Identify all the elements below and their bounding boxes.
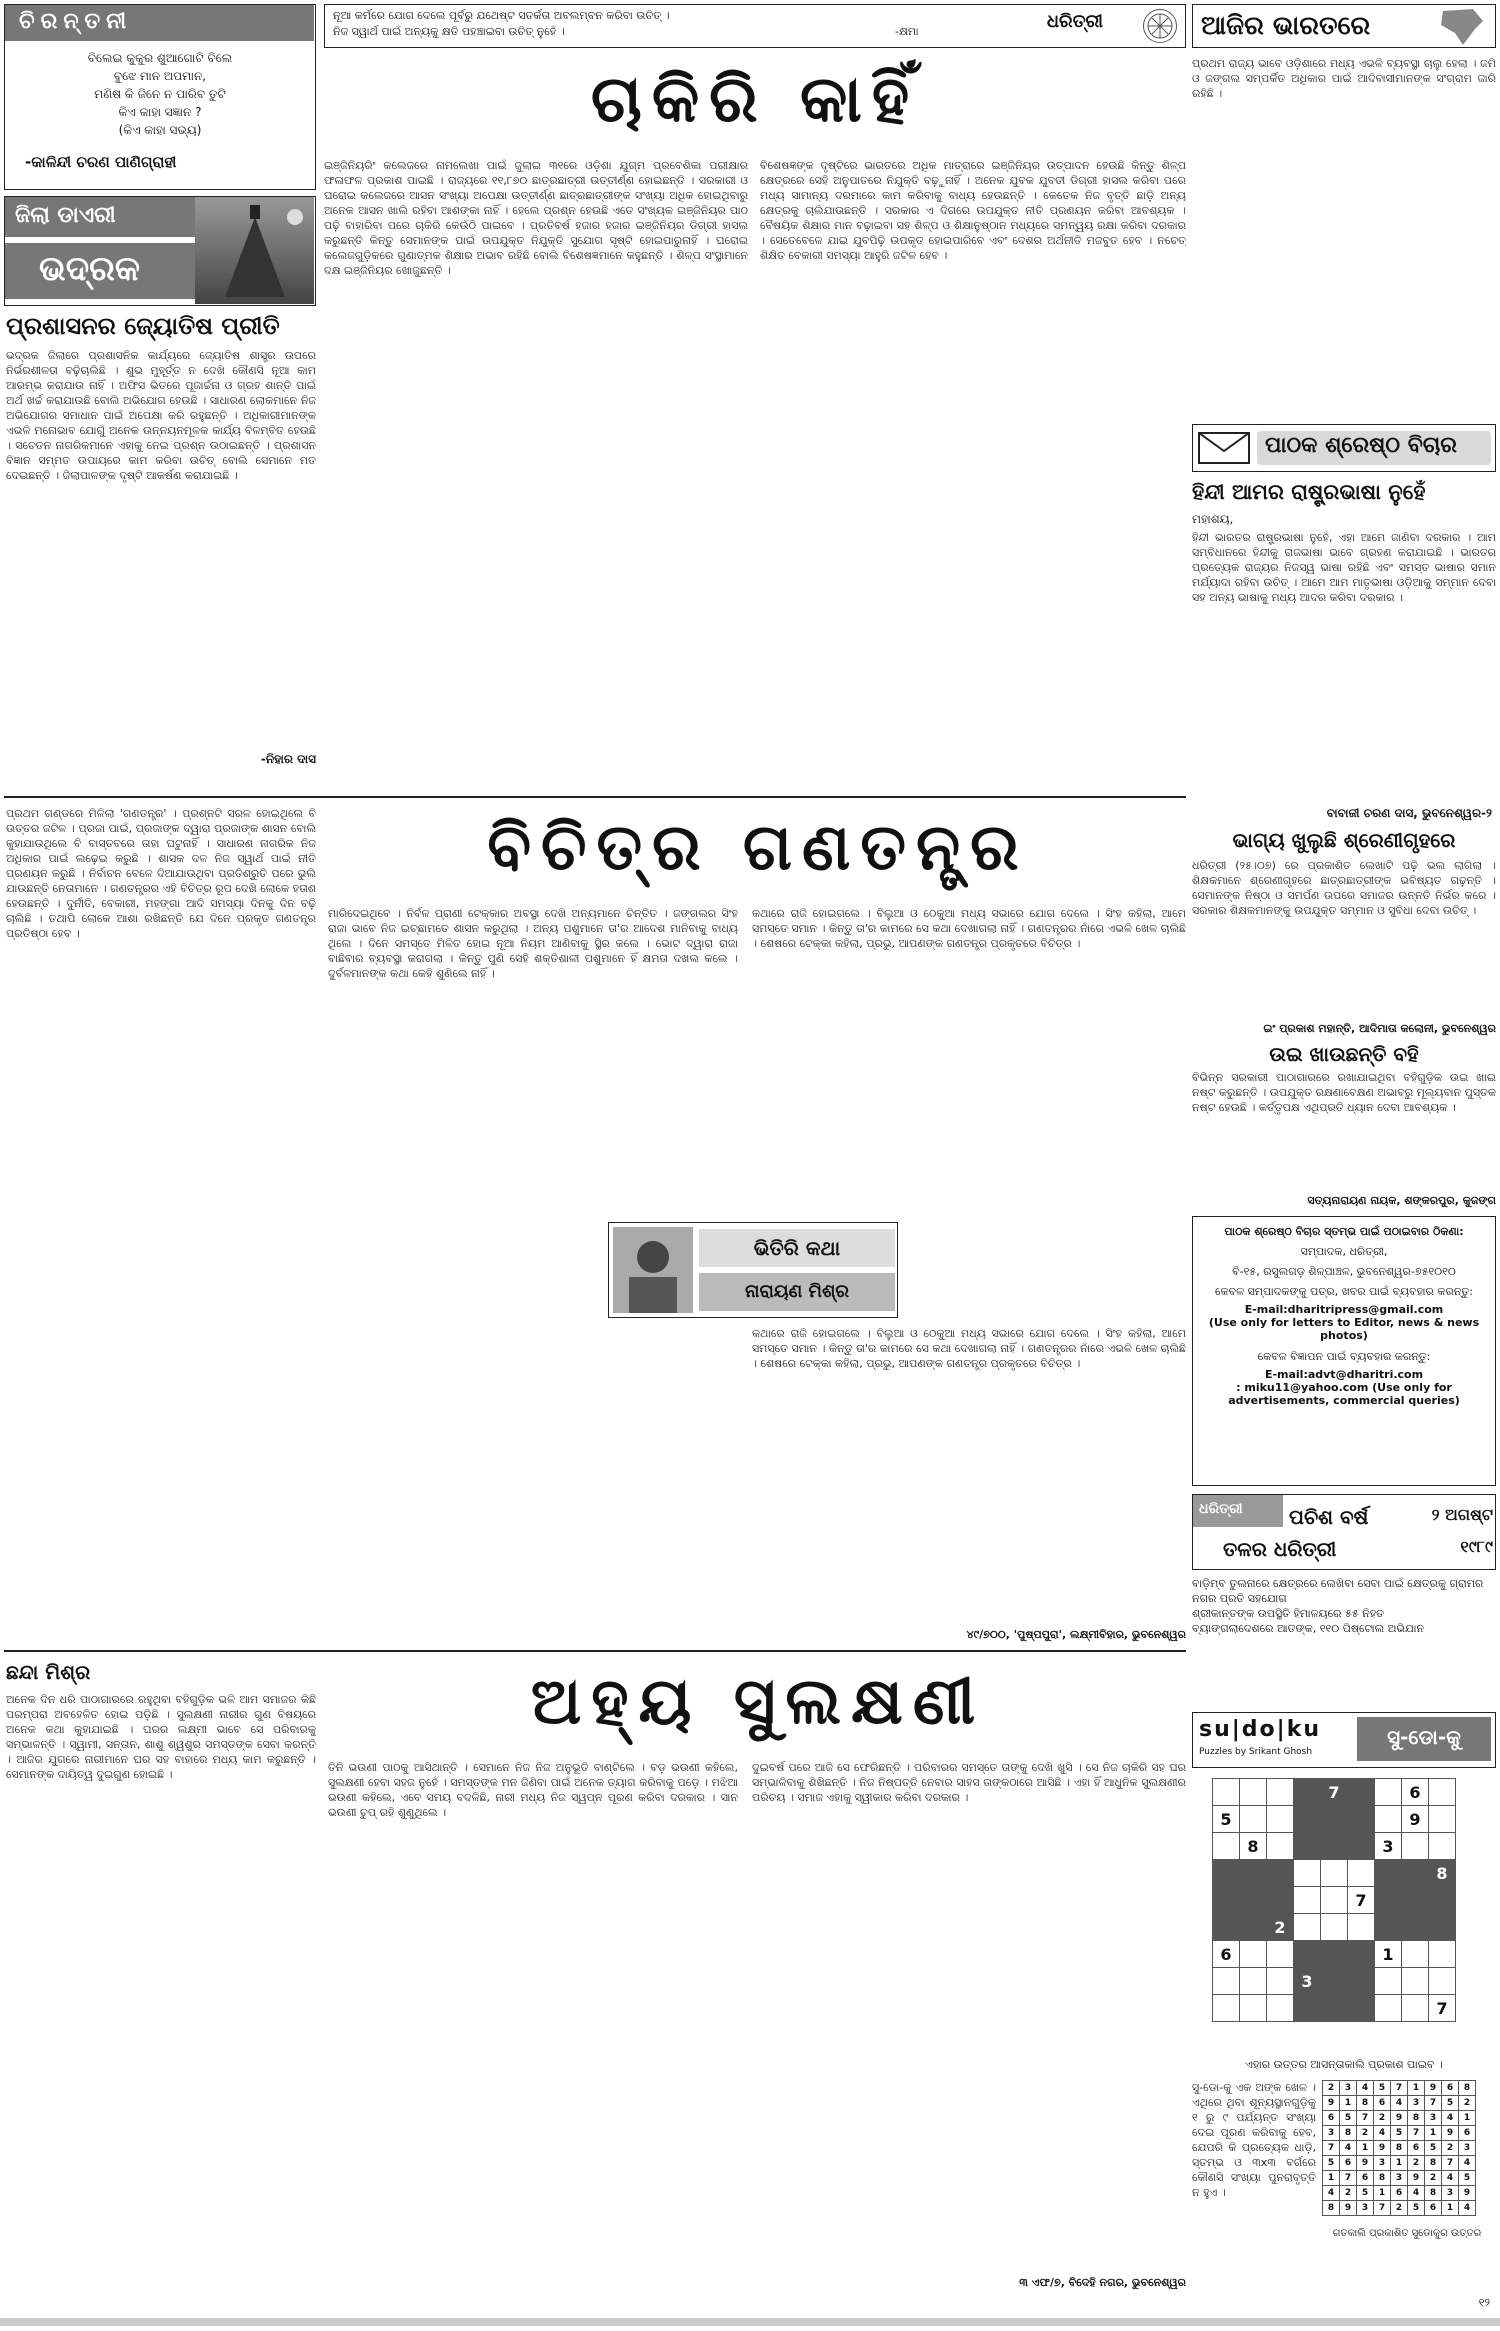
solution-cell: 6 [1425, 2201, 1442, 2216]
solution-cell: 3 [1357, 2201, 1374, 2216]
sudoku-row [1213, 1779, 1456, 1806]
ahya-headline: ଅହ୍ୟ ସୁଲକ୍ଷଣୀ [530, 1665, 986, 1739]
solution-cell: 8 [1391, 2141, 1408, 2156]
sudoku-rules: ସୁ-ଡୋ-କୁ ଏକ ଅଙ୍କ ଖେଳ । ଏଥିରେ ଥିବା ଶୂନ୍ୟସ୍ଥାନଗୁଡ଼ିକୁ ୧ ରୁ ୯ ପର୍ଯ୍ୟନ୍ତ ସଂଖ୍ୟା ଦେଇ ପୂରଣ କରିବାକୁ ହେବ, ଯେପରି କି ପ୍ରତ୍ୟେକ ଧାଡ଼ି, ସ୍ତମ୍ଭ ଓ ୩x୩ ବର୍ଗରେ କୌଣସି ସଂଖ୍ୟା ପୁନରାବୃତ୍ତି ନ ହୁଏ । [1192, 2081, 1316, 2199]
sudoku-cell[interactable] [1402, 1914, 1429, 1941]
sudoku-byline: Puzzles by Srikant Ghosh [1199, 1747, 1313, 1757]
sudoku-cell[interactable] [1240, 1779, 1267, 1806]
advt-email-note[interactable]: : miku11@yahoo.com (Use only for advertisements, commercial queries) [1228, 1381, 1460, 1407]
sudoku-row [1213, 1941, 1456, 1968]
poem-line: (କିଏ କାହା ସଭ୍ୟ) [118, 123, 202, 137]
sudoku-cell[interactable] [1429, 1779, 1456, 1806]
jila-diary-box [4, 196, 316, 306]
solution-row [1323, 2201, 1476, 2216]
solution-cell: 6 [1357, 2171, 1374, 2186]
sudoku-cell[interactable]: 9 [1402, 1806, 1429, 1833]
bichitra-col1: ପ୍ରଥମ ଗଣ୍ଡରେ ମିଳିଲା 'ଗଣତନ୍ତ୍ର' । ପ୍ରଶ୍ନଟି ସରଳ ହୋଇଥିଲେ ବି ଉତ୍ତର ଜଟିଳ । ପ୍ରଜା ପାଇଁ, ପ୍ରଜାଙ୍କ ଦ୍ୱାରା ପ୍ରଜାଙ୍କ ଶାସନ ବୋଲି କୁହାଯାଉଥିଲେ ବି ବାସ୍ତବରେ ତାହା ଘଟୁନାହିଁ । ସାଧାରଣ ନାଗରିକ ନିଜ ଅଧିକାର ପାଇଁ ଲଢ଼େଇ କରୁଛି । ଶାସକ ଦଳ ନିଜ ସ୍ୱାର୍ଥ ପାଇଁ ନୀତି ପ୍ରଣୟନ କରୁଛି । ନିର୍ବାଚନ ବେଳେ ଦିଆଯାଉଥିବା ପ୍ରତିଶ୍ରୁତି ପରେ ଭୁଲି ଯାଉଛନ୍ତି ନେତାମାନେ । ଗଣତନ୍ତ୍ରର ଏହି ବିଚିତ୍ର ରୂପ ଦେଖି ଲୋକେ ହତାଶ ହେଉଛନ୍ତି । ଦୁର୍ନୀତି, ବେକାରୀ, ମହଙ୍ଗା ଆଦି ସମସ୍ୟା ଦିନକୁ ଦିନ ବଢ଼ି ଚାଲିଛି । ତଥାପି ଲୋକେ ଆଶା ରଖିଛନ୍ତି ଯେ ଦିନେ ପ୍ରକୃତ ଗଣତନ୍ତ୍ର ପ୍ରତିଷ୍ଠା ହେବ । [6, 807, 316, 940]
solution-cell: 6 [1459, 2126, 1476, 2141]
sudoku-cell[interactable]: 8 [1240, 1833, 1267, 1860]
sudoku-cell[interactable] [1321, 1914, 1348, 1941]
sudoku-cell[interactable] [1375, 1806, 1402, 1833]
sudoku-cell[interactable] [1294, 1833, 1321, 1860]
bichitra-author: ନାରାୟଣ ମିଶ୍ର [699, 1273, 895, 1311]
sudoku-cell[interactable] [1294, 1887, 1321, 1914]
jila-diary-label: ଜିଲା ଡାଏରୀ [5, 197, 195, 237]
bhitiri-box [608, 1222, 898, 1318]
solution-cell: 8 [1374, 2171, 1391, 2186]
chakra-icon [1144, 10, 1176, 42]
sudoku-row [1213, 1995, 1456, 2022]
top-strip [324, 4, 1186, 48]
solution-cell: 2 [1425, 2171, 1442, 2186]
pachisa-title1: ପଚିଶ ବର୍ଷ [1289, 1505, 1369, 1529]
sudoku-cell[interactable] [1429, 1833, 1456, 1860]
solution-cell: 5 [1391, 2126, 1408, 2141]
solution-cell: 9 [1391, 2111, 1408, 2126]
sudoku-row [1213, 1914, 1456, 1941]
ahya-col3: ଦୁଇବର୍ଷ ପରେ ଆଜି ସେ ଫେରିଛନ୍ତି । ପରିବାରର ସମସ୍ତେ ତାଙ୍କୁ ଦେଖି ଖୁସି । ସେ ନିଜ ଚାକିରି ସହ ଘର ସମ୍ଭାଳିବାକୁ ଶିଖିଛନ୍ତି । ନିଜ ନିଷ୍ପତ୍ତି ନେବାର ସାହସ ତାଙ୍କଠାରେ ଆସିଛି । ଏହା ହିଁ ଆଧୁନିକ ସୁଲକ୍ଷଣୀର ପରିଚୟ । ସମାଜ ଏହାକୁ ସ୍ୱୀକାର କରିବା ଦରକାର । [752, 1761, 1186, 1804]
ahya-signoff: ୩ ଏଫ/୭, ବିଦେହି ନଗର, ଭୁବନେଶ୍ୱର [1019, 2276, 1186, 2289]
sudoku-cell[interactable] [1240, 1968, 1267, 1995]
solution-cell: 4 [1323, 2186, 1340, 2201]
chakiri-headline: ଚାକିରି କାହିଁ [590, 63, 920, 137]
sudoku-caption: ଏହାର ଉତ୍ତର ଆସନ୍ତାକାଲି ପ୍ରକାଶ ପାଇବ । [1245, 2058, 1443, 2071]
sudoku-cell[interactable]: 6 [1402, 1779, 1429, 1806]
solution-cell: 3 [1442, 2186, 1459, 2201]
solution-cell: 5 [1408, 2201, 1425, 2216]
sudoku-cell[interactable]: 2 [1267, 1914, 1294, 1941]
sudoku-cell[interactable]: 8 [1429, 1860, 1456, 1887]
solution-cell: 4 [1459, 2156, 1476, 2171]
solution-caption: ଗତକାଲି ପ୍ରକାଶିତ ସୁଡୋକୁର ଉତ୍ତର [1332, 2228, 1482, 2239]
solution-cell: 6 [1323, 2111, 1340, 2126]
page-number: ୧୨ [1478, 2296, 1490, 2309]
pachisa-logo: ଧରିତ୍ରୀ [1193, 1495, 1283, 1527]
pachisa-box [1192, 1494, 1496, 1570]
sudoku-cell[interactable] [1402, 1968, 1429, 1995]
solution-cell: 3 [1425, 2111, 1442, 2126]
sudoku-row [1213, 1833, 1456, 1860]
pachisa-item: ବ୍ୟାଙ୍ଗଲାଦେଶରେ ଆତଙ୍କ, ୧୧୦ ପିଷ୍ଟୋଲ ଅଭିଯାନ [1192, 1622, 1425, 1635]
sudoku-solution-wrap [1322, 2080, 1492, 2216]
sudoku-cell[interactable]: 7 [1321, 1779, 1348, 1806]
editor-email-note: (Use only for letters to Editor, news & news photos) [1208, 1316, 1480, 1342]
sudoku-cell[interactable]: 5 [1213, 1806, 1240, 1833]
solution-cell: 2 [1357, 2126, 1374, 2141]
sudoku-cell[interactable] [1348, 1779, 1375, 1806]
bichitra-col3-cont: କଥାରେ ରାଜି ହୋଇଗଲେ । ବିଲୁଆ ଓ ଠେକୁଆ ମଧ୍ୟ ସଭାରେ ଯୋଗ ଦେଲେ । ସିଂହ କହିଲା, ଆମେ ସମସ୍ତେ ସମାନ । କିନ୍ତୁ ତା'ର କାମରେ ସେ କଥା ଦେଖାଗଲା ନାହିଁ । ଗଣତନ୍ତ୍ରର ନାଁରେ ଏଭଳି ଖେଳ ଚାଲିଛି । ଶେଷରେ ଟେକ୍କା କହିଲା, ପ୍ରଭୁ, ଆପଣଙ୍କ ଗଣତନ୍ତ୍ର ପ୍ରକୃତରେ ବିଚିତ୍ର । [752, 1327, 1186, 1370]
address-line2: ସମ୍ପାଦକ, ଧରିତ୍ରୀ, [1300, 1245, 1388, 1258]
solution-row [1323, 2111, 1476, 2126]
solution-cell: 4 [1442, 2111, 1459, 2126]
sudoku-cell[interactable] [1213, 1860, 1240, 1887]
sudoku-cell[interactable] [1375, 1995, 1402, 2022]
sudoku-cell[interactable] [1294, 1914, 1321, 1941]
pachisa-date1: ୨ ଅଗଷ୍ଟ [1431, 1505, 1493, 1524]
sudoku-cell[interactable] [1267, 1887, 1294, 1914]
pachisa-list [1192, 1576, 1496, 1636]
editor-email[interactable]: E-mail:dharitripress@gmail.com [1244, 1303, 1444, 1316]
sudoku-cell[interactable] [1213, 1833, 1240, 1860]
solution-cell: 1 [1323, 2171, 1340, 2186]
author-photo [613, 1227, 693, 1313]
sudoku-cell[interactable] [1267, 1833, 1294, 1860]
solution-cell: 9 [1425, 2081, 1442, 2096]
temple-icon [195, 197, 314, 304]
sudoku-row [1213, 1887, 1456, 1914]
sudoku-cell[interactable] [1267, 1806, 1294, 1833]
pachisa-item: ବାଡ଼ିମ୍ବ ତୁଲନାରେ କ୍ଷେତ୍ରରେ ଲେଖିବା ସେବା ପାଇଁ କ୍ଷେତ୍ରକୁ ଗ୍ରାମର ନଗର ପ୍ରତି ସହଯୋଗ [1192, 1577, 1484, 1605]
sudoku-cell[interactable] [1213, 1995, 1240, 2022]
sudoku-header [1192, 1712, 1496, 1768]
strip-line2: ନିଜ ସ୍ୱାର୍ଥ ପାଇଁ ଅନ୍ୟକୁ କ୍ଷତି ପହଞ୍ଚାଇବା ଉଚିତ୍ ନୁହେଁ । [333, 25, 565, 38]
solution-cell: 7 [1425, 2096, 1442, 2111]
solution-cell: 2 [1340, 2186, 1357, 2201]
chakiri-col1: ଇଞ୍ଜିନିୟରିଂ କଲେଜରେ ନାମଲେଖା ପାଇଁ ଜୁଲାଇ ୩୧ରେ ଓଡ଼ିଶା ଯୁଗ୍ମ ପ୍ରବେଶିକା ପରୀକ୍ଷାର ଫଳାଫଳ ପ୍ରକାଶ ପାଇଛି । ରାଜ୍ୟରେ ୧୧,୮୭୦ ଛାତ୍ରଛାତ୍ରୀ ଉତ୍ତୀର୍ଣ୍ଣ ହୋଇଛନ୍ତି । ସରକାରୀ ଓ ଘରୋଇ କଲେଜରେ ଆସନ ସଂଖ୍ୟା ଅପେକ୍ଷା ଉତ୍ତୀର୍ଣ୍ଣ ଛାତ୍ରଛାତ୍ରୀଙ୍କ ସଂଖ୍ୟା ଅଧିକ ହୋଇଥିବାରୁ ଅନେକ ଆସନ ଖାଲି ରହିବା ଆଶଙ୍କା ନାହିଁ । ହେଲେ ପ୍ରଶ୍ନ ହେଉଛି ଏତେ ସଂଖ୍ୟକ ଇଞ୍ଜିନିୟର ପାଠ ପଢ଼ି ବାହାରିବା ପରେ ଚାକିରି କେଉଁଠି ପାଇବେ । ପ୍ରତିବର୍ଷ ହଜାର ହଜାର ଇଞ୍ଜିନିୟର ଡିଗ୍ରୀ ହାସଲ କରୁଛନ୍ତି କିନ୍ତୁ ସେମାନଙ୍କ ପାଇଁ ଉପଯୁକ୍ତ ନିଯୁକ୍ତି ସୁଯୋଗ ସୃଷ୍ଟି ହୋଇପାରୁନାହିଁ । ଘରୋଇ କଲେଜଗୁଡ଼ିକରେ ଗୁଣାତ୍ମକ ଶିକ୍ଷାର ଅଭାବ ରହିଛି ବୋଲି ବିଶେଷଜ୍ଞମାନେ କହୁଛନ୍ତି । ଶିଳ୍ପ ସଂସ୍ଥାମାନେ ଦକ୍ଷ ଇଞ୍ଜିନିୟର ଖୋଜୁଛନ୍ତି । [324, 159, 748, 277]
sudoku-cell[interactable] [1294, 1806, 1321, 1833]
address-box [1192, 1216, 1496, 1486]
sudoku-cell[interactable] [1348, 1995, 1375, 2022]
prashasan-headline: ପ୍ରଶାସନର ଜ୍ୟୋତିଷ ପ୍ରୀତି [6, 312, 280, 340]
address-line4: କେବଳ ସମ୍ପାଦକଙ୍କୁ ପତ୍ର, ଖବର ପାଇଁ ବ୍ୟବହାର କରନ୍ତୁ: [1215, 1285, 1473, 1298]
sudoku-cell[interactable] [1267, 1941, 1294, 1968]
solution-cell: 2 [1442, 2141, 1459, 2156]
solution-cell: 6 [1340, 2156, 1357, 2171]
sudoku-cell[interactable] [1429, 1914, 1456, 1941]
poem-line: ବୁଝେ ମାନ ଅପମାନ, [113, 69, 207, 83]
wheel-icon [1143, 9, 1177, 43]
sudoku-cell[interactable] [1402, 1833, 1429, 1860]
sudoku-cell[interactable] [1429, 1941, 1456, 1968]
sudoku-cell[interactable] [1348, 1968, 1375, 1995]
letter2-body: ଧରିତ୍ରୀ (୨୫।୦୭) ରେ ପ୍ରକାଶିତ ଲେଖାଟି ପଢ଼ି ଭଲ ଲାଗିଲା । ଶିକ୍ଷକମାନେ ଶ୍ରେଣୀଗୃହରେ ଛାତ୍ରଛାତ୍ରୀଙ୍କ ଭବିଷ୍ୟତ ଗଢ଼ନ୍ତି । ସେମାନଙ୍କ ନିଷ୍ଠା ଓ ସମର୍ପଣ ଉପରେ ସମାଜର ଉନ୍ନତି ନିର୍ଭର କରେ । ସରକାର ଶିକ୍ଷକମାନଙ୍କୁ ଉପଯୁକ୍ତ ସମ୍ମାନ ଓ ସୁବିଧା ଦେବା ଉଚିତ୍ । [1192, 859, 1496, 917]
solution-cell: 9 [1340, 2201, 1357, 2216]
solution-cell: 5 [1425, 2141, 1442, 2156]
sudoku-cell[interactable] [1294, 1860, 1321, 1887]
sudoku-cell[interactable] [1240, 1914, 1267, 1941]
address-line1: ପାଠକ ଶ୍ରେଷ୍ଠ ବିଚାର ସ୍ତମ୍ଭ ପାଇଁ ପଠାଇବାର ଠିକଣା: [1224, 1225, 1464, 1238]
aji-bharat-body: ପ୍ରଥମ ରାଜ୍ୟ ଭାବେ ଓଡ଼ିଶାରେ ମଧ୍ୟ ଏଭଳି ବ୍ୟବସ୍ଥା ଚାଲୁ ହେଲା । ଜମି ଓ ଜଙ୍ଗଲ ସମ୍ପର୍କିତ ଅଧିକାର ପାଇଁ ଆଦିବାସୀମାନଙ୍କ ସଂଗ୍ରାମ ଜାରି ରହିଛି । [1192, 57, 1496, 100]
pathaka-signature: ବାବାଜୀ ଚରଣ ଦାସ, ଭୁବନେଶ୍ୱର-୨ [1326, 806, 1492, 820]
poem-line: ମଣିଷ କି ଜିନେ ନ ପାରିବ ତୁଟି [94, 87, 226, 101]
sudoku-cell[interactable]: 7 [1348, 1887, 1375, 1914]
ahya-col2: ତିନି ଭଉଣୀ ପାଠକୁ ଆସିଥାନ୍ତି । ସେମାନେ ନିଜ ନିଜ ଅନୁଭୂତି ବାଣ୍ଟିଲେ । ବଡ଼ ଭଉଣୀ କହିଲେ, ସୁଲକ୍ଷଣୀ ହେବା ସହଜ ନୁହେଁ । ସମସ୍ତଙ୍କ ମନ ଜିଣିବା ପାଇଁ ଅନେକ ତ୍ୟାଗ କରିବାକୁ ପଡ଼େ । ମଝିଆ ଭଉଣୀ କହିଲେ, ଏବେ ସମୟ ବଦଳିଛି, ନାରୀ ମଧ୍ୟ ନିଜ ସ୍ୱପ୍ନ ପୂରଣ କରିବା ଦରକାର । ସାନ ଭଉଣୀ ଚୁପ୍ ରହି ଶୁଣୁଥିଲେ । [328, 1761, 738, 1819]
solution-cell: 6 [1391, 2186, 1408, 2201]
solution-cell: 9 [1374, 2141, 1391, 2156]
bottom-strip [0, 2318, 1500, 2326]
solution-cell: 8 [1425, 2186, 1442, 2201]
chiranatani-box [4, 4, 316, 190]
sudoku-cell[interactable] [1321, 1860, 1348, 1887]
solution-cell: 2 [1374, 2111, 1391, 2126]
sudoku-cell[interactable] [1267, 1968, 1294, 1995]
solution-cell: 7 [1323, 2141, 1340, 2156]
sudoku-solution-grid [1322, 2080, 1476, 2216]
sudoku-cell[interactable] [1402, 1860, 1429, 1887]
solution-cell: 3 [1374, 2156, 1391, 2171]
letter3-body: ବିଭିନ୍ନ ସରକାରୀ ପାଠାଗାରରେ ରଖାଯାଇଥିବା ବହିଗୁଡ଼ିକ ଉଇ ଖାଇ ନଷ୍ଟ କରୁଛନ୍ତି । ଉପଯୁକ୍ତ ରକ୍ଷଣାବେକ୍ଷଣ ଅଭାବରୁ ମୂଲ୍ୟବାନ ପୁସ୍ତକ ନଷ୍ଟ ହେଉଛି । କର୍ତ୍ତୃପକ୍ଷ ଏଥିପ୍ରତି ଧ୍ୟାନ ଦେବା ଆବଶ୍ୟକ । [1192, 1071, 1496, 1114]
sudoku-cell[interactable] [1267, 1779, 1294, 1806]
pathaka-body: ହିନ୍ଦୀ ଭାରତର ରାଷ୍ଟ୍ରଭାଷା ନୁହେଁ, ଏହା ଆମେ ଜାଣିବା ଦରକାର । ଆମ ସମ୍ବିଧାନରେ ହିନ୍ଦୀକୁ ରାଜଭାଷା ଭାବେ ଗ୍ରହଣ କରାଯାଇଛି । ଭାରତର ପ୍ରତ୍ୟେକ ରାଜ୍ୟର ନିଜସ୍ୱ ଭାଷା ରହିଛି ଏବଂ ସମସ୍ତ ଭାଷାର ସମାନ ମର୍ଯ୍ୟାଦା ରହିବା ଉଚିତ୍ । ଆମେ ଆମ ମାତୃଭାଷା ଓଡ଼ିଆକୁ ସମ୍ମାନ ଦେବା ସହ ଅନ୍ୟ ଭାଷାକୁ ମଧ୍ୟ ଆଦର କରିବା ଦରକାର । [1192, 531, 1496, 604]
solution-row [1323, 2096, 1476, 2111]
letter2-title: ଭାଗ୍ୟ ଖୁଲୁଛି ଶ୍ରେଣୀଗୃହରେ [1232, 828, 1456, 852]
solution-cell: 4 [1374, 2126, 1391, 2141]
sudoku-cell[interactable] [1321, 1995, 1348, 2022]
solution-cell: 4 [1391, 2096, 1408, 2111]
sudoku-cell[interactable] [1429, 1968, 1456, 1995]
sudoku-cell[interactable] [1321, 1968, 1348, 1995]
sudoku-logo: su|do|ku [1199, 1717, 1321, 1742]
solution-cell: 9 [1442, 2126, 1459, 2141]
solution-cell: 1 [1459, 2111, 1476, 2126]
pathaka-headline: ହିନ୍ଦୀ ଆମର ରାଷ୍ଟ୍ରଭାଷା ନୁହେଁ [1192, 480, 1426, 504]
address-line5: କେବଳ ବିଜ୍ଞାପନ ପାଇଁ ବ୍ୟବହାର କରନ୍ତୁ: [1257, 1350, 1431, 1363]
sudoku-cell[interactable]: 1 [1375, 1941, 1402, 1968]
chakiri-col2: ବିଶେଷଜ୍ଞଙ୍କ ଦୃଷ୍ଟିରେ ଭାରତରେ ଅଧିକ ମାତ୍ରାରେ ଇଞ୍ଜିନିୟର ଉତ୍ପାଦନ ହେଉଛି କିନ୍ତୁ ଶିଳ୍ପ କ୍ଷେତ୍ରରେ ସେହି ଅନୁପାତରେ ନିଯୁକ୍ତି ବଢ଼ୁନାହିଁ । ଅନେକ ଯୁବକ ଯୁବତୀ ଡିଗ୍ରୀ ହାସଲ କରିବା ପରେ ମଧ୍ୟ ସାମାନ୍ୟ ଦରମାରେ କାମ କରିବାକୁ ବାଧ୍ୟ ହେଉଛନ୍ତି । କେତେକ ନିଜ ବୃତ୍ତି ଛାଡ଼ି ଅନ୍ୟ କ୍ଷେତ୍ରକୁ ଚାଲିଯାଉଛନ୍ତି । ସରକାର ଏ ଦିଗରେ ଉପଯୁକ୍ତ ନୀତି ପ୍ରଣୟନ କରିବା ଆବଶ୍ୟକ । ବୈଷୟିକ ଶିକ୍ଷାର ମାନ ବଢ଼ାଇବା ସହ ଶିଳ୍ପ ଓ ଶିକ୍ଷାନୁଷ୍ଠାନ ମଧ୍ୟରେ ସମନ୍ୱୟ ରକ୍ଷା କରିବା ଦରକାର । ସେତେବେଳେ ଯାଇ ଯୁବପିଢ଼ି ଉପକୃତ ହୋଇପାରିବେ ଏବଂ ଦେଶର ଅର୍ଥନୀତି ମଜବୁତ ହେବ । ନଚେତ୍ ଶିକ୍ଷିତ ବେକାରୀ ସମସ୍ୟା ଆହୁରି ଜଟିଳ ହେବ । [760, 159, 1186, 262]
sudoku-cell[interactable] [1213, 1887, 1240, 1914]
solution-cell: 3 [1459, 2141, 1476, 2156]
sudoku-cell[interactable] [1375, 1860, 1402, 1887]
solution-cell: 8 [1340, 2126, 1357, 2141]
solution-cell: 7 [1340, 2171, 1357, 2186]
sudoku-cell[interactable] [1375, 1968, 1402, 1995]
sudoku-cell[interactable]: 3 [1375, 1833, 1402, 1860]
pachisa-date2: ୧୯୮୯ [1460, 1537, 1493, 1556]
solution-cell: 6 [1442, 2081, 1459, 2096]
poem-line: ବିଲେଇ କୁକୁର ଶୁଆଗୋଟି ବିଲେ [87, 51, 233, 65]
sudoku-cell[interactable] [1348, 1833, 1375, 1860]
solution-cell: 7 [1374, 2201, 1391, 2216]
bichitra-col3: କଥାରେ ରାଜି ହୋଇଗଲେ । ବିଲୁଆ ଓ ଠେକୁଆ ମଧ୍ୟ ସଭାରେ ଯୋଗ ଦେଲେ । ସିଂହ କହିଲା, ଆମେ ସମସ୍ତେ ସମାନ । କିନ୍ତୁ ତା'ର କାମରେ ସେ କଥା ଦେଖାଗଲା ନାହିଁ । ଗଣତନ୍ତ୍ରର ନାଁରେ ଏଭଳି ଖେଳ ଚାଲିଛି । ଶେଷରେ ଟେକ୍କା କହିଲା, ପ୍ରଭୁ, ଆପଣଙ୍କ ଗଣତନ୍ତ୍ର ପ୍ରକୃତରେ ବିଚିତ୍ର । [752, 907, 1186, 950]
sudoku-cell[interactable] [1213, 1779, 1240, 1806]
solution-cell: 2 [1391, 2201, 1408, 2216]
chhada-label: ଛନ୍ଦା ମିଶ୍ର [6, 1660, 91, 1684]
solution-cell: 7 [1442, 2156, 1459, 2171]
sudoku-cell[interactable] [1321, 1806, 1348, 1833]
pachisa-item: ଶ୍ରୀକାନ୍ତଙ୍କ ଉପସ୍ଥିତି ହିମାଳୟରେ ୫୫ ନିହତ [1192, 1607, 1385, 1620]
sudoku-grid-wrap [1212, 1778, 1482, 2048]
letter2-signature: ଇଂ ପ୍ରକାଶ ମହାନ୍ତି, ଆଦିମାତା କଲୋନୀ, ଭୁବନେଶ୍ୱର [1263, 1022, 1496, 1035]
pathaka-title: ପାଠକ ଶ୍ରେଷ୍ଠ ବିଚାର [1257, 431, 1491, 465]
sudoku-cell[interactable] [1348, 1941, 1375, 1968]
solution-cell: 1 [1357, 2141, 1374, 2156]
solution-row [1323, 2081, 1476, 2096]
prashasan-byline: -ନିହାର ଦାସ [260, 752, 316, 766]
poem-line: କିଏ କାହା ସଜ୍ଞାନ ? [118, 105, 202, 119]
sudoku-cell[interactable] [1375, 1887, 1402, 1914]
sudoku-cell[interactable] [1267, 1860, 1294, 1887]
solution-cell: 5 [1459, 2171, 1476, 2186]
temple-photo [195, 197, 314, 304]
sudoku-cell[interactable] [1348, 1860, 1375, 1887]
strip-line1: ନୂଆ କର୍ମରେ ଯୋଗ ଦେଲେ ପୂର୍ବରୁ ଯଥେଷ୍ଟ ସତର୍କତା ଅବଲମ୍ବନ କରିବା ଉଚିତ୍ । [333, 9, 670, 22]
prashasan-body: ଭଦ୍ରକ ଜିଲାରେ ପ୍ରଶାସନିକ କାର୍ଯ୍ୟରେ ଜ୍ୟୋତିଷ ଶାସ୍ତ୍ର ଉପରେ ନିର୍ଭରଶୀଳତା ବଢ଼ିଚାଲିଛି । ଶୁଭ ମୁହୂର୍ତ୍ତ ନ ଦେଖି କୌଣସି ନୂଆ କାମ ଆରମ୍ଭ କରାଯାଉ ନାହିଁ । ଅଫିସ ଭିତରେ ପୂଜାର୍ଚ୍ଚନା ଓ ଗ୍ରହ ଶାନ୍ତି ପାଇଁ ଅର୍ଥ ଖର୍ଚ୍ଚ କରାଯାଉଛି ବୋଲି ଅଭିଯୋଗ ହେଉଛି । ସାଧାରଣ ଲୋକମାନେ ନିଜ ଅଭିଯୋଗର ସମାଧାନ ପାଇଁ ଅପେକ୍ଷା କରି ରହୁଛନ୍ତି । ଅଧିକାରୀମାନଙ୍କ ଏଭଳି ମନୋଭାବ ଯୋଗୁଁ ଅନେକ ଉନ୍ନୟନମୂଳକ କାର୍ଯ୍ୟ ବିଳମ୍ବିତ ହେଉଛି । ସଚେତନ ନାଗରିକମାନେ ଏହାକୁ ନେଇ ପ୍ରଶ୍ନ ଉଠାଇଛନ୍ତି । ପ୍ରଶାସନ ବିଜ୍ଞାନ ସମ୍ମତ ଉପାୟରେ କାମ କରିବା ଉଚିତ୍ ବୋଲି ସେମାନେ ମତ ଦେଇଛନ୍ତି । ଜିଲାପାଳଙ୍କ ଦୃଷ୍ଟି ଆକର୍ଷଣ କରାଯାଇଛି । [6, 349, 316, 482]
solution-cell: 6 [1374, 2096, 1391, 2111]
solution-cell: 4 [1459, 2201, 1476, 2216]
bichitra-col2: ମାରିଦେଇଥିବେ । ନିର୍ବଳ ପ୍ରାଣୀ ଟେକ୍କାର ଅବସ୍ଥା ଦେଖି ଅନ୍ୟମାନେ ଚିନ୍ତିତ । ଜଙ୍ଗଲର ସିଂହ ରାଜା ଭାବେ ନିଜ ଇଚ୍ଛାମତେ ଶାସନ କରୁଥିଲା । ଅନ୍ୟ ପଶୁମାନେ ତା'ର ଆଦେଶ ମାନିବାକୁ ବାଧ୍ୟ ଥିଲେ । ଦିନେ ସମସ୍ତେ ମିଳିତ ହୋଇ ନୂଆ ନିୟମ ଆଣିବାକୁ ସ୍ଥିର କଲେ । ଭୋଟ ଦ୍ୱାରା ରାଜା ବାଛିବାର ବ୍ୟବସ୍ଥା କରାଗଲା । କିନ୍ତୁ ପୁଣି ସେହି ଶକ୍ତିଶାଳୀ ପଶୁମାନେ ହିଁ କ୍ଷମତା ଦଖଲ କଲେ । ଦୁର୍ବଳମାନଙ୍କ କଥା କେହି ଶୁଣିଲେ ନାହିଁ । [328, 907, 738, 980]
sudoku-cell[interactable] [1429, 1887, 1456, 1914]
letter3-signature: ସତ୍ୟନାରାୟଣ ନାୟକ, ଶଙ୍କରପୁର, କୁଜଙ୍ଗ [1307, 1194, 1496, 1207]
solution-cell: 8 [1425, 2156, 1442, 2171]
solution-cell: 5 [1340, 2111, 1357, 2126]
solution-row [1323, 2186, 1476, 2201]
aji-bharat-header [1192, 4, 1496, 48]
bhitiri-label: ଭିତିରି କଥା [699, 1229, 895, 1267]
solution-cell: 4 [1340, 2141, 1357, 2156]
solution-cell: 5 [1442, 2096, 1459, 2111]
solution-cell: 2 [1408, 2156, 1425, 2171]
district-name: ଭଦ୍ରକ [5, 243, 195, 299]
sudoku-cell[interactable] [1402, 1887, 1429, 1914]
sudoku-cell[interactable] [1375, 1914, 1402, 1941]
solution-cell: 8 [1357, 2096, 1374, 2111]
solution-cell: 9 [1357, 2156, 1374, 2171]
sudoku-row [1213, 1806, 1456, 1833]
advt-email[interactable]: E-mail:advt@dharitri.com [1264, 1368, 1424, 1381]
sudoku-cell[interactable] [1321, 1887, 1348, 1914]
solution-row [1323, 2171, 1476, 2186]
sudoku-cell[interactable]: 3 [1294, 1968, 1321, 1995]
sudoku-cell[interactable] [1240, 1860, 1267, 1887]
sudoku-odia-title: ସୁ-ଡୋ-କୁ [1357, 1717, 1491, 1761]
aji-bharat-title: ଆଜିର ଭାରତରେ [1201, 11, 1371, 41]
solution-cell: 3 [1340, 2081, 1357, 2096]
sudoku-cell[interactable] [1213, 1968, 1240, 1995]
person-icon [613, 1227, 693, 1313]
strip-signature: -କ୍ଷମା [895, 25, 919, 38]
solution-cell: 5 [1374, 2081, 1391, 2096]
solution-cell: 9 [1408, 2171, 1425, 2186]
address-line3: ବି-୧୫, ରସୁଲଗଡ଼ ଶିଳ୍ପାଞ୍ଚଳ, ଭୁବନେଶ୍ୱର-୭୫୧୦୧୦ [1232, 1265, 1456, 1278]
sudoku-cell[interactable] [1213, 1914, 1240, 1941]
sudoku-cell[interactable] [1240, 1941, 1267, 1968]
solution-row [1323, 2141, 1476, 2156]
solution-cell: 1 [1425, 2126, 1442, 2141]
solution-cell: 2 [1459, 2096, 1476, 2111]
sudoku-row [1213, 1860, 1456, 1887]
divider-rule [4, 1650, 1186, 1652]
sudoku-cell[interactable] [1429, 1806, 1456, 1833]
sudoku-cell[interactable]: 6 [1213, 1941, 1240, 1968]
solution-cell: 4 [1408, 2186, 1425, 2201]
sudoku-row [1213, 1968, 1456, 1995]
sudoku-cell[interactable] [1294, 1995, 1321, 2022]
solution-row [1323, 2156, 1476, 2171]
bichitra-signoff: ୪୯/୭୦୦, 'ପୁଷ୍ପପୁରା', ଲକ୍ଷ୍ମୀବିହାର, ଭୁବନେଶ୍ୱର [966, 1628, 1186, 1641]
sudoku-cell[interactable] [1240, 1995, 1267, 2022]
solution-cell: 3 [1391, 2171, 1408, 2186]
letter3-title: ଉଇ ଖାଉଛନ୍ତି ବହି [1269, 1042, 1419, 1066]
chiranatani-title: ଚିରନ୍ତନୀ [5, 5, 314, 41]
sudoku-grid[interactable] [1212, 1778, 1456, 2022]
sudoku-cell[interactable] [1294, 1941, 1321, 1968]
solution-cell: 7 [1391, 2081, 1408, 2096]
solution-cell: 3 [1408, 2096, 1425, 2111]
solution-cell: 1 [1391, 2156, 1408, 2171]
solution-cell: 7 [1408, 2126, 1425, 2141]
pathaka-header [1192, 424, 1496, 472]
solution-cell: 9 [1323, 2096, 1340, 2111]
solution-cell: 1 [1340, 2096, 1357, 2111]
ahya-col1: ଅନେକ ଦିନ ଧରି ପାଠାଗାରରେ ରହୁଥିବା ବହିଗୁଡ଼ିକ ଭଳି ଆମ ସମାଜର କିଛି ପରମ୍ପରା ଅବହେଳିତ ହୋଇ ପଡ଼ିଛି । ସୁଲକ୍ଷଣୀ ନାରୀର ଗୁଣ ବିଷୟରେ ଅନେକ କଥା କୁହାଯାଇଛି । ଘରର ଲକ୍ଷ୍ମୀ ଭାବେ ସେ ପରିବାରକୁ ସମ୍ଭାଳନ୍ତି । ସ୍ୱାମୀ, ସନ୍ତାନ, ଶାଶୁ ଶ୍ୱଶୁର ସମସ୍ତଙ୍କ ସେବା କରନ୍ତି । ଆଜିର ଯୁଗରେ ନାରୀମାନେ ଘର ସହ ବାହାରେ ମଧ୍ୟ କାମ କରୁଛନ୍ତି । ସେମାନଙ୍କ ଦାୟିତ୍ୱ ଦୁଇଗୁଣ ହୋଇଛି । [6, 1693, 316, 1781]
solution-cell: 8 [1459, 2081, 1476, 2096]
solution-cell: 8 [1408, 2111, 1425, 2126]
chiranatani-poem [15, 49, 305, 139]
solution-cell: 7 [1357, 2111, 1374, 2126]
chiranatani-author: -କାଳିନ୍ଦୀ ଚରଣ ପାଣିଗ୍ରାହୀ [25, 153, 177, 171]
solution-row [1323, 2126, 1476, 2141]
sudoku-cell[interactable] [1240, 1806, 1267, 1833]
sudoku-cell[interactable] [1348, 1914, 1375, 1941]
solution-cell: 4 [1357, 2081, 1374, 2096]
bichitra-headline: ବିଚିତ୍ର ଗଣତନ୍ତ୍ର [487, 811, 1029, 885]
divider-rule [4, 796, 1186, 798]
envelope-icon [1197, 429, 1253, 467]
sudoku-cell[interactable] [1402, 1941, 1429, 1968]
sudoku-cell[interactable] [1294, 1779, 1321, 1806]
sudoku-cell[interactable] [1321, 1833, 1348, 1860]
sudoku-cell[interactable] [1402, 1995, 1429, 2022]
solution-cell: 1 [1374, 2186, 1391, 2201]
pathaka-salutation: ମହାଶୟ, [1192, 512, 1234, 526]
solution-cell: 4 [1442, 2171, 1459, 2186]
solution-cell: 3 [1323, 2126, 1340, 2141]
sudoku-cell[interactable] [1375, 1779, 1402, 1806]
sudoku-cell[interactable] [1240, 1887, 1267, 1914]
pachisa-title2: ତଳର ଧରିତ୍ରୀ [1223, 1537, 1337, 1561]
solution-cell: 1 [1408, 2081, 1425, 2096]
solution-cell: 5 [1323, 2156, 1340, 2171]
india-map-icon [1433, 7, 1489, 47]
solution-cell: 5 [1357, 2186, 1374, 2201]
dharitri-logo: ଧରିତ୍ରୀ [1046, 11, 1104, 32]
solution-cell: 2 [1323, 2081, 1340, 2096]
sudoku-cell[interactable] [1267, 1995, 1294, 2022]
solution-cell: 8 [1323, 2201, 1340, 2216]
solution-cell: 9 [1459, 2186, 1476, 2201]
sudoku-cell[interactable] [1348, 1806, 1375, 1833]
solution-cell: 6 [1408, 2141, 1425, 2156]
solution-cell: 1 [1442, 2201, 1459, 2216]
sudoku-cell[interactable]: 7 [1429, 1995, 1456, 2022]
sudoku-cell[interactable] [1321, 1941, 1348, 1968]
